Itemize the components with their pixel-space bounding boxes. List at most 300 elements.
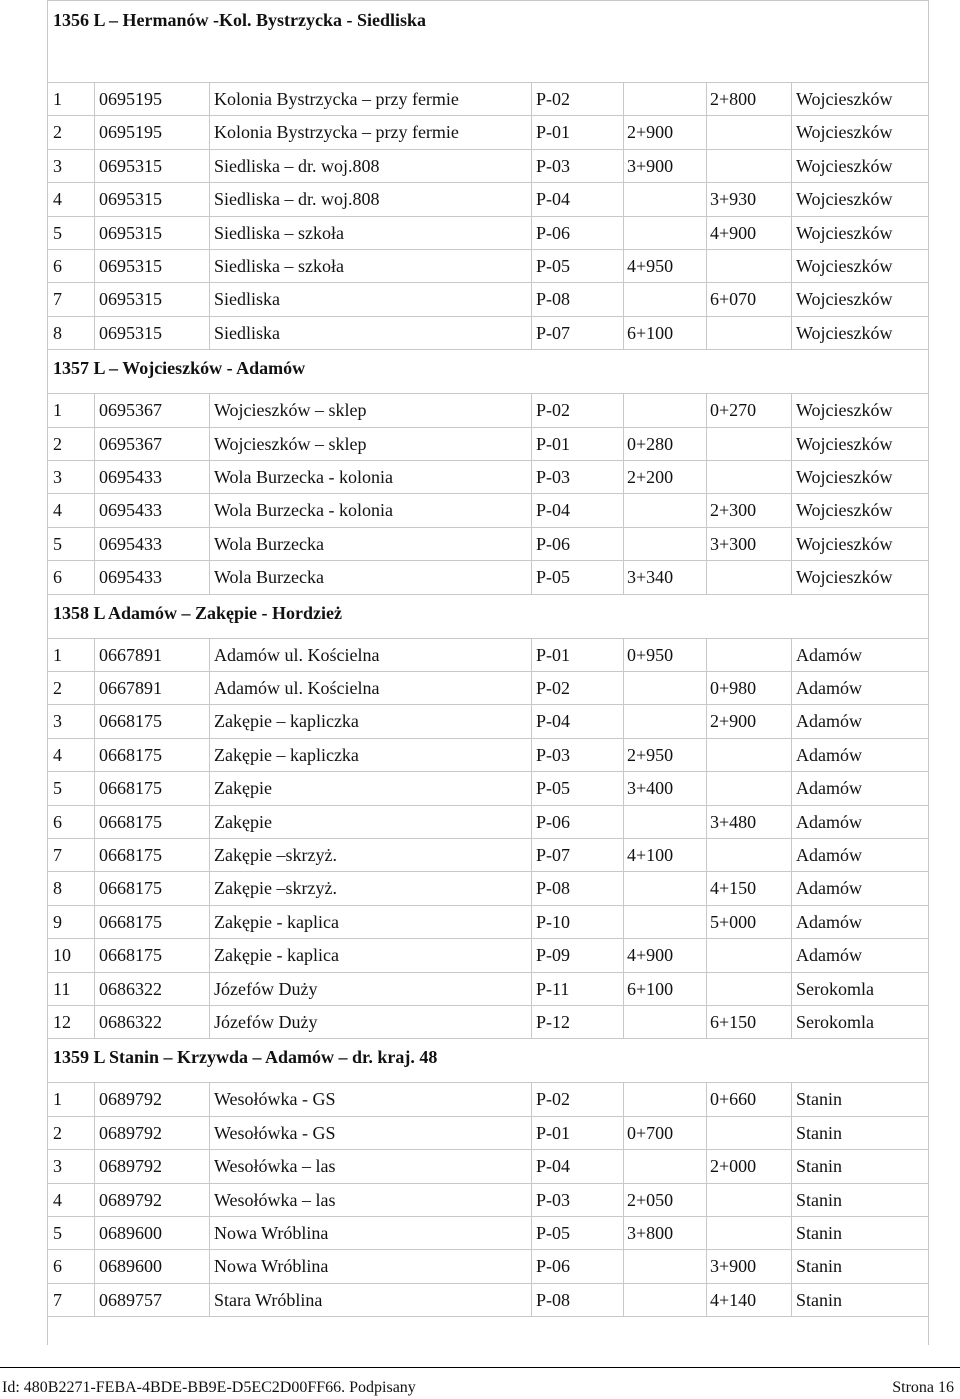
- grid-line: [791, 704, 792, 737]
- grid-line: [209, 149, 210, 182]
- municipality: Stanin: [796, 1256, 843, 1277]
- grid-line: [47, 905, 928, 906]
- grid-line: [209, 182, 210, 215]
- grid-line: [791, 1005, 792, 1038]
- grid-line: [623, 805, 624, 838]
- stop-name: Zakępie – kapliczka: [214, 711, 359, 732]
- grid-line: [791, 871, 792, 904]
- grid-line: [531, 527, 532, 560]
- row-number: 3: [53, 467, 62, 487]
- kilometer: 6+150: [710, 1012, 757, 1032]
- grid-line: [47, 249, 928, 250]
- grid-line: [623, 460, 624, 493]
- grid-line: [531, 704, 532, 737]
- grid-line: [47, 704, 928, 705]
- stop-name: Wojcieszków – sklep: [214, 400, 367, 421]
- kilometer: 3+300: [710, 533, 757, 554]
- grid-line: [94, 838, 95, 871]
- grid-line: [209, 871, 210, 904]
- grid-line: [706, 738, 707, 771]
- grid-line: [531, 216, 532, 249]
- stop-name: Józefów Duży: [214, 978, 318, 999]
- grid-line: [623, 182, 624, 215]
- grid-line: [706, 82, 707, 115]
- grid-line: [791, 1216, 792, 1249]
- kilometer: 6+070: [710, 289, 757, 310]
- grid-line: [706, 972, 707, 1005]
- grid-line: [791, 393, 792, 426]
- municipality: Wojcieszków: [796, 222, 893, 243]
- grid-line: [209, 316, 210, 349]
- grid-line: [94, 115, 95, 148]
- grid-line: [531, 638, 532, 671]
- grid-line: [791, 1183, 792, 1216]
- row-number: 3: [53, 155, 62, 176]
- municipality: Wojcieszków: [796, 400, 893, 421]
- row-number: 12: [53, 1012, 71, 1032]
- kilometer: 2+950: [627, 744, 674, 765]
- stop-name: Wesołówka - GS: [214, 1089, 336, 1110]
- stop-code: 0668175: [99, 711, 162, 732]
- kilometer: 3+900: [710, 1256, 757, 1277]
- municipality: Serokomla: [796, 978, 874, 999]
- grid-line: [706, 527, 707, 560]
- grid-line: [706, 771, 707, 804]
- kilometer: 4+100: [627, 845, 674, 865]
- grid-line: [791, 1082, 792, 1115]
- grid-line: [623, 316, 624, 349]
- grid-line: [47, 282, 928, 283]
- kilometer: 2+050: [627, 1189, 674, 1210]
- grid-line: [94, 738, 95, 771]
- grid-line: [623, 115, 624, 148]
- stop-name: Wesołówka – las: [214, 1156, 336, 1177]
- grid-line: [531, 1116, 532, 1149]
- grid-line: [209, 82, 210, 115]
- grid-line: [94, 1005, 95, 1038]
- grid-line: [706, 1149, 707, 1182]
- grid-line: [623, 671, 624, 704]
- grid-line: [47, 1082, 928, 1083]
- grid-line: [209, 838, 210, 871]
- grid-line: [531, 871, 532, 904]
- grid-line: [531, 149, 532, 182]
- stop-id: P-01: [536, 122, 571, 143]
- municipality: Wojcieszków: [796, 155, 893, 176]
- grid-line: [791, 82, 792, 115]
- row-number: 5: [53, 1223, 62, 1243]
- stop-name: Wola Burzecka - kolonia: [214, 467, 393, 487]
- kilometer: 2+200: [627, 467, 674, 487]
- stop-code: 0695195: [99, 89, 162, 109]
- kilometer: 2+800: [710, 89, 757, 109]
- stop-code: 0689792: [99, 1189, 162, 1210]
- stop-code: 0668175: [99, 811, 162, 832]
- grid-line: [706, 1249, 707, 1282]
- grid-line: [94, 1283, 95, 1316]
- stop-code: 0695367: [99, 433, 162, 454]
- grid-line: [209, 460, 210, 493]
- stop-id: P-07: [536, 845, 571, 865]
- grid-line: [531, 1005, 532, 1038]
- stop-id: P-07: [536, 322, 571, 343]
- grid-line: [47, 0, 48, 1345]
- grid-line: [791, 805, 792, 838]
- stop-name: Zakępie: [214, 778, 272, 799]
- kilometer: 0+660: [710, 1089, 757, 1110]
- grid-line: [531, 805, 532, 838]
- row-number: 9: [53, 911, 62, 932]
- row-number: 4: [53, 744, 62, 765]
- grid-line: [47, 316, 928, 317]
- grid-line: [531, 393, 532, 426]
- stop-name: Siedliska – dr. woj.808: [214, 189, 380, 210]
- municipality: Adamów: [796, 878, 862, 899]
- grid-line: [623, 493, 624, 526]
- grid-line: [623, 393, 624, 426]
- kilometer: 4+900: [710, 222, 757, 243]
- grid-line: [531, 938, 532, 971]
- grid-line: [94, 1216, 95, 1249]
- kilometer: 4+140: [710, 1289, 757, 1310]
- grid-line: [623, 704, 624, 737]
- section-heading: 1357 L – Wojcieszków - Adamów: [53, 358, 306, 379]
- kilometer: 3+340: [627, 567, 674, 588]
- grid-line: [209, 1283, 210, 1316]
- stop-id: P-01: [536, 433, 571, 454]
- grid-line: [706, 805, 707, 838]
- section-heading: 1359 L Stanin – Krzywda – Adamów – dr. kraj. 48: [53, 1047, 438, 1068]
- grid-line: [47, 82, 928, 83]
- grid-line: [94, 805, 95, 838]
- row-number: 7: [53, 845, 62, 865]
- municipality: Adamów: [796, 811, 862, 832]
- grid-line: [209, 1082, 210, 1115]
- stop-id: P-02: [536, 1089, 571, 1110]
- grid-line: [706, 1283, 707, 1316]
- grid-line: [706, 905, 707, 938]
- kilometer: 4+150: [710, 878, 757, 899]
- stop-id: P-06: [536, 533, 571, 554]
- stop-code: 0668175: [99, 744, 162, 765]
- stop-id: P-01: [536, 1122, 571, 1143]
- grid-line: [47, 805, 928, 806]
- grid-line: [47, 871, 928, 872]
- grid-line: [791, 972, 792, 1005]
- row-number: 1: [53, 644, 62, 665]
- grid-line: [706, 316, 707, 349]
- stop-code: 0695315: [99, 322, 162, 343]
- grid-line: [47, 149, 928, 150]
- grid-line: [47, 1249, 928, 1250]
- grid-line: [94, 1249, 95, 1282]
- grid-line: [791, 1249, 792, 1282]
- grid-line: [47, 460, 928, 461]
- grid-line: [94, 905, 95, 938]
- grid-line: [791, 671, 792, 704]
- stop-id: P-03: [536, 1189, 571, 1210]
- stop-name: Wojcieszków – sklep: [214, 433, 367, 454]
- row-number: 6: [53, 256, 62, 276]
- grid-line: [531, 460, 532, 493]
- grid-line: [791, 149, 792, 182]
- grid-line: [209, 493, 210, 526]
- grid-line: [47, 771, 928, 772]
- grid-line: [209, 671, 210, 704]
- stop-name: Stara Wróblina: [214, 1289, 323, 1310]
- stop-name: Wola Burzecka: [214, 533, 324, 554]
- grid-line: [623, 1116, 624, 1149]
- grid-line: [623, 560, 624, 593]
- grid-line: [94, 771, 95, 804]
- stop-id: P-04: [536, 500, 571, 521]
- grid-line: [623, 427, 624, 460]
- stop-id: P-05: [536, 778, 571, 799]
- grid-line: [209, 738, 210, 771]
- grid-line: [623, 527, 624, 560]
- grid-line: [47, 349, 928, 350]
- grid-line: [47, 560, 928, 561]
- stop-name: Siedliska – dr. woj.808: [214, 155, 380, 176]
- grid-line: [791, 460, 792, 493]
- stop-code: 0689757: [99, 1289, 162, 1310]
- grid-line: [623, 216, 624, 249]
- row-number: 4: [53, 500, 62, 521]
- grid-line: [623, 1082, 624, 1115]
- stop-name: Zakępie – kapliczka: [214, 744, 359, 765]
- stop-name: Wola Burzecka: [214, 567, 324, 588]
- page-number: Strona 16: [892, 1379, 954, 1396]
- grid-line: [94, 149, 95, 182]
- grid-line: [209, 249, 210, 282]
- grid-line: [623, 771, 624, 804]
- grid-line: [209, 393, 210, 426]
- kilometer: 2+300: [710, 500, 757, 521]
- grid-line: [47, 393, 928, 394]
- grid-line: [623, 738, 624, 771]
- grid-line: [94, 638, 95, 671]
- stop-code: 0695433: [99, 500, 162, 521]
- grid-line: [47, 1316, 928, 1317]
- stop-code: 0695315: [99, 155, 162, 176]
- grid-line: [209, 805, 210, 838]
- grid-line: [791, 182, 792, 215]
- row-number: 7: [53, 289, 62, 310]
- row-number: 2: [53, 433, 62, 454]
- grid-line: [531, 1283, 532, 1316]
- grid-line: [47, 594, 928, 595]
- stop-code: 0689792: [99, 1122, 162, 1143]
- page-title: 1356 L – Hermanów -Kol. Bystrzycka - Siedliska: [53, 10, 426, 30]
- grid-line: [706, 1082, 707, 1115]
- grid-line: [791, 316, 792, 349]
- grid-line: [209, 1249, 210, 1282]
- row-number: 5: [53, 778, 62, 799]
- stop-id: P-02: [536, 678, 571, 698]
- grid-line: [623, 149, 624, 182]
- kilometer: 4+900: [627, 945, 674, 966]
- grid-line: [209, 638, 210, 671]
- stop-id: P-03: [536, 155, 571, 176]
- municipality: Wojcieszków: [796, 433, 893, 454]
- grid-line: [623, 1249, 624, 1282]
- grid-line: [209, 216, 210, 249]
- stop-id: P-08: [536, 289, 571, 310]
- stop-code: 0668175: [99, 778, 162, 799]
- grid-line: [209, 1216, 210, 1249]
- grid-line: [94, 671, 95, 704]
- document-id: Id: 480B2271-FEBA-4BDE-BB9E-D5EC2D00FF66. Podpisany: [2, 1379, 416, 1396]
- stop-name: Zakępie: [214, 811, 272, 832]
- grid-line: [531, 771, 532, 804]
- grid-line: [623, 249, 624, 282]
- stop-code: 0689600: [99, 1223, 162, 1243]
- stop-name: Wesołówka – las: [214, 1189, 336, 1210]
- municipality: Wojcieszków: [796, 256, 893, 276]
- municipality: Stanin: [796, 1122, 843, 1143]
- row-number: 4: [53, 189, 62, 210]
- grid-line: [209, 1183, 210, 1216]
- grid-line: [47, 838, 928, 839]
- stop-id: P-09: [536, 945, 571, 966]
- grid-line: [47, 493, 928, 494]
- stop-code: 0695195: [99, 122, 162, 143]
- municipality: Stanin: [796, 1089, 843, 1110]
- grid-line: [47, 1005, 928, 1006]
- municipality: Adamów: [796, 744, 862, 765]
- stop-id: P-06: [536, 1256, 571, 1277]
- grid-line: [791, 905, 792, 938]
- municipality: Adamów: [796, 778, 862, 799]
- municipality: Adamów: [796, 678, 862, 698]
- kilometer: 6+100: [627, 322, 674, 343]
- stop-id: P-04: [536, 711, 571, 732]
- grid-line: [94, 1082, 95, 1115]
- grid-line: [209, 282, 210, 315]
- grid-line: [531, 249, 532, 282]
- grid-line: [623, 1283, 624, 1316]
- row-number: 3: [53, 711, 62, 732]
- grid-line: [209, 560, 210, 593]
- grid-line: [209, 938, 210, 971]
- municipality: Wojcieszków: [796, 500, 893, 521]
- stop-code: 0668175: [99, 911, 162, 932]
- grid-line: [706, 282, 707, 315]
- grid-line: [209, 527, 210, 560]
- kilometer: 0+280: [627, 433, 674, 454]
- stop-code: 0686322: [99, 978, 162, 999]
- kilometer: 2+900: [710, 711, 757, 732]
- grid-line: [47, 1283, 928, 1284]
- grid-line: [791, 1283, 792, 1316]
- grid-line: [706, 704, 707, 737]
- grid-line: [209, 771, 210, 804]
- grid-line: [94, 216, 95, 249]
- stop-name: Siedliska: [214, 322, 280, 343]
- grid-line: [623, 871, 624, 904]
- kilometer: 3+900: [627, 155, 674, 176]
- grid-line: [94, 1116, 95, 1149]
- grid-line: [531, 671, 532, 704]
- stop-code: 0668175: [99, 845, 162, 865]
- row-number: 6: [53, 567, 62, 588]
- kilometer: 2+000: [710, 1156, 757, 1177]
- grid-line: [47, 738, 928, 739]
- grid-line: [706, 460, 707, 493]
- grid-line: [94, 282, 95, 315]
- stop-name: Zakępie –skrzyż.: [214, 845, 337, 865]
- grid-line: [47, 0, 928, 1]
- grid-line: [623, 82, 624, 115]
- municipality: Adamów: [796, 911, 862, 932]
- stop-name: Siedliska – szkoła: [214, 222, 344, 243]
- grid-line: [47, 1038, 928, 1039]
- row-number: 1: [53, 89, 62, 109]
- stop-id: P-05: [536, 567, 571, 588]
- stop-name: Kolonia Bystrzycka – przy fermie: [214, 89, 459, 109]
- grid-line: [531, 905, 532, 938]
- grid-line: [623, 1149, 624, 1182]
- grid-line: [209, 1149, 210, 1182]
- kilometer: 5+000: [710, 911, 757, 932]
- municipality: Wojcieszków: [796, 533, 893, 554]
- grid-line: [531, 560, 532, 593]
- row-number: 1: [53, 1089, 62, 1110]
- stop-name: Wesołówka - GS: [214, 1122, 336, 1143]
- kilometer: 4+950: [627, 256, 674, 276]
- municipality: Stanin: [796, 1223, 843, 1243]
- grid-line: [706, 216, 707, 249]
- stop-code: 0686322: [99, 1012, 162, 1032]
- kilometer: 3+480: [710, 811, 757, 832]
- row-number: 7: [53, 1289, 62, 1310]
- grid-line: [209, 704, 210, 737]
- stop-id: P-06: [536, 811, 571, 832]
- stop-code: 0695433: [99, 567, 162, 588]
- row-number: 3: [53, 1156, 62, 1177]
- municipality: Adamów: [796, 644, 862, 665]
- grid-line: [47, 182, 928, 183]
- municipality: Stanin: [796, 1156, 843, 1177]
- kilometer: 2+900: [627, 122, 674, 143]
- municipality: Wojcieszków: [796, 122, 893, 143]
- grid-line: [94, 1149, 95, 1182]
- stop-code: 0667891: [99, 678, 162, 698]
- grid-line: [623, 938, 624, 971]
- stop-code: 0695315: [99, 289, 162, 310]
- grid-line: [623, 638, 624, 671]
- grid-line: [209, 905, 210, 938]
- stop-code: 0689600: [99, 1256, 162, 1277]
- grid-line: [531, 1183, 532, 1216]
- municipality: Wojcieszków: [796, 189, 893, 210]
- grid-line: [791, 115, 792, 148]
- grid-line: [531, 316, 532, 349]
- municipality: Stanin: [796, 1189, 843, 1210]
- grid-line: [791, 560, 792, 593]
- stop-code: 0695433: [99, 467, 162, 487]
- grid-line: [531, 493, 532, 526]
- kilometer: 0+950: [627, 644, 674, 665]
- kilometer: 0+700: [627, 1122, 674, 1143]
- stop-name: Adamów ul. Kościelna: [214, 644, 380, 665]
- grid-line: [706, 1183, 707, 1216]
- grid-line: [94, 427, 95, 460]
- row-number: 10: [53, 945, 71, 966]
- stop-name: Zakępie - kaplica: [214, 945, 339, 966]
- grid-line: [706, 1005, 707, 1038]
- grid-line: [623, 972, 624, 1005]
